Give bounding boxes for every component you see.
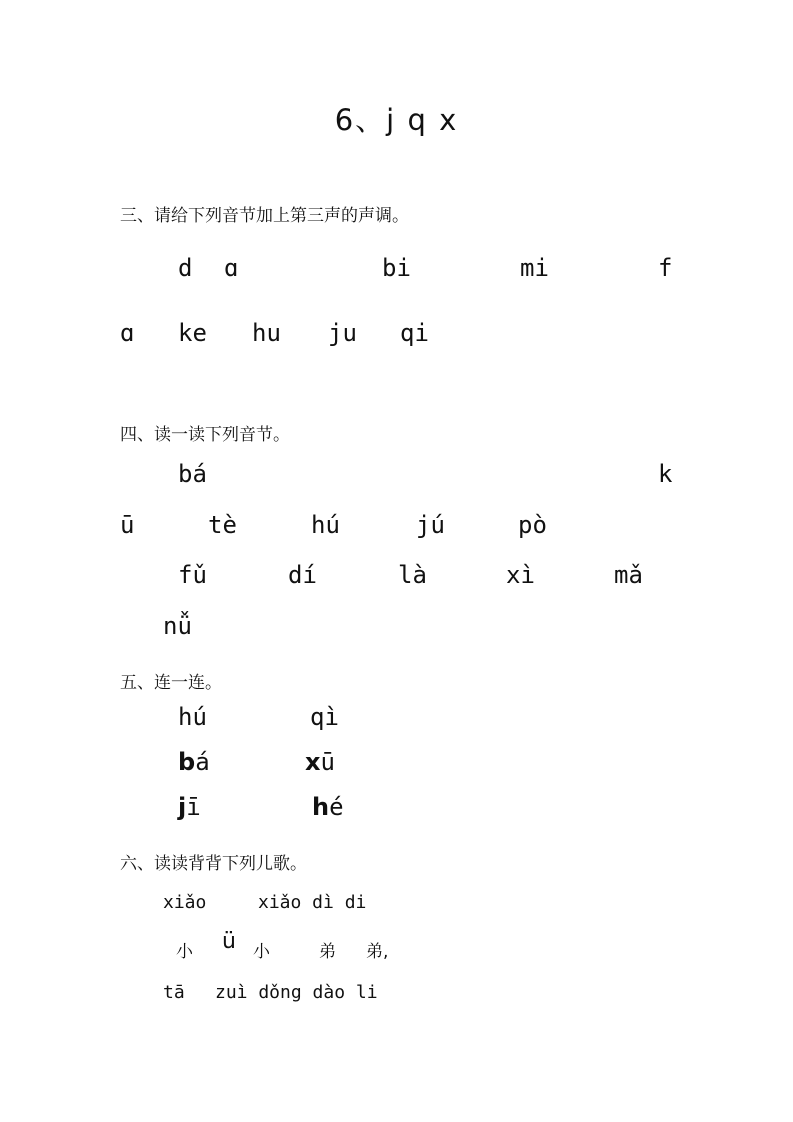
rhyme-pinyin: tā xyxy=(163,982,185,1003)
syllable: mǎ xyxy=(614,561,643,589)
syllable: hu xyxy=(252,319,281,347)
syllable: là xyxy=(398,561,427,589)
syllable: qi xyxy=(400,319,429,347)
syllable: dí xyxy=(288,561,317,589)
section-6-heading: 六、读读背背下列儿歌。 xyxy=(120,854,307,874)
section-3-heading: 三、请给下列音节加上第三声的声调。 xyxy=(120,206,409,226)
rhyme-character: 小 xyxy=(176,942,193,962)
syllable: f xyxy=(658,254,673,282)
rhyme-character: 弟, xyxy=(366,942,389,962)
rhyme-pinyin: xiǎo xyxy=(163,892,207,913)
syllable: ke xyxy=(178,319,207,347)
match-left-item: jī xyxy=(178,793,201,821)
syllable: ju xyxy=(328,319,357,347)
syllable: xì xyxy=(506,561,535,589)
rhyme-pinyin: zuì dǒng dào li xyxy=(215,982,378,1003)
syllable: bi xyxy=(382,254,411,282)
rhyme-character: 小 xyxy=(253,942,270,962)
syllable: k xyxy=(658,460,673,488)
rhyme-character: 弟 xyxy=(319,942,336,962)
rhyme-character: ü xyxy=(222,929,236,954)
syllable: jú xyxy=(416,511,445,539)
syllable: bá xyxy=(178,460,207,488)
syllable: fǔ xyxy=(178,561,207,589)
syllable: pò xyxy=(518,511,547,539)
match-right-item: hé xyxy=(312,793,344,821)
match-right-item: qì xyxy=(310,703,339,731)
page-title: 6、j q x xyxy=(334,103,459,137)
syllable: d xyxy=(178,254,193,282)
syllable: ɑ xyxy=(224,254,239,282)
syllable: ɑ xyxy=(120,319,135,347)
rhyme-pinyin: xiǎo dì di xyxy=(258,892,367,913)
syllable: ū xyxy=(120,511,135,539)
syllable: tè xyxy=(208,511,237,539)
match-right-item: xū xyxy=(305,748,335,776)
syllable: hú xyxy=(311,511,340,539)
syllable: mi xyxy=(520,254,549,282)
match-left-item: bá xyxy=(178,748,210,776)
match-left-item: hú xyxy=(178,703,207,731)
syllable: nǚ xyxy=(163,612,192,640)
section-5-heading: 五、连一连。 xyxy=(120,673,222,693)
section-4-heading: 四、读一读下列音节。 xyxy=(120,425,290,445)
